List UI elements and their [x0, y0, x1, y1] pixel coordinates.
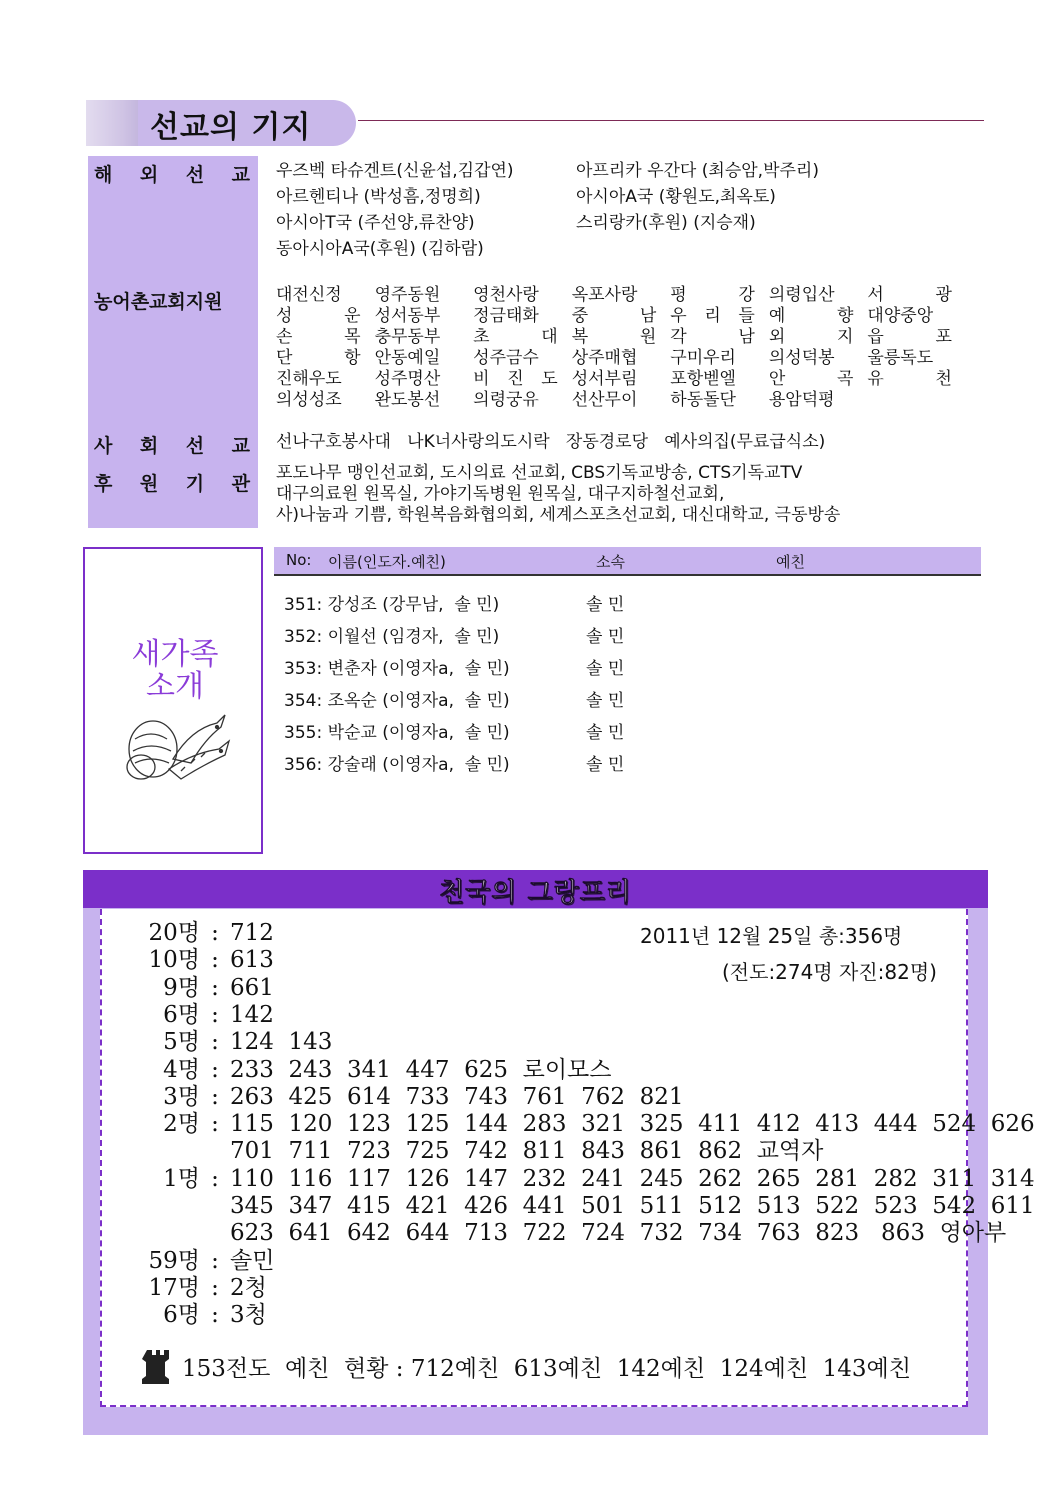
separator: :: [211, 920, 219, 946]
grand-prix-row: [112, 1138, 823, 1165]
social-mission-text: 선나구호봉사대 나K너사랑의도시락 장동경로당 예사의집(무료급식소): [276, 432, 826, 452]
new-family-affiliation: 솔 민: [586, 691, 625, 711]
overseas-entry: [576, 236, 956, 262]
rural-church: 성서부림: [571, 369, 638, 389]
header-no: No:: [286, 551, 312, 569]
count-label: 1명: [163, 1165, 200, 1192]
member-numbers: 142: [230, 1001, 274, 1028]
sponsor-line: 대구의료원 원목실, 가야기독병원 원목실, 대구지하철선교회,: [276, 484, 725, 504]
count-label: 2명: [163, 1111, 200, 1138]
member-numbers: 솔민: [230, 1247, 275, 1274]
sponsor-label: 후 원 기 관: [94, 473, 250, 495]
section-header: [86, 96, 986, 152]
overseas-entry: 아시아T국 (주선양,류찬양): [276, 213, 475, 233]
separator: :: [211, 1083, 219, 1110]
overseas-entry: 동아시아A국(후원) (김하람): [276, 239, 484, 259]
overseas-list: [276, 158, 956, 262]
count-label: 6명: [163, 1302, 200, 1329]
grand-prix-row: [112, 920, 274, 947]
count-label: 59명: [148, 1247, 200, 1274]
member-numbers: 345 347 415 421 426 441 501 511 512 513 522 523 542 611: [230, 1193, 1035, 1219]
separator: :: [211, 1056, 219, 1083]
rook-icon: [142, 1348, 174, 1386]
member-numbers: 2청: [230, 1274, 267, 1301]
sponsor-line: 사)나눔과 기쁨, 학원복음화협의회, 세계스포츠선교회, 대신대학교, 극동방송: [276, 505, 841, 525]
grand-prix-row: [112, 1302, 267, 1329]
grand-prix-title: 천국의 그랑프리: [439, 878, 632, 908]
grand-prix-row: [112, 1248, 274, 1275]
member-numbers: 263 425 614 733 743 761 762 821: [230, 1083, 684, 1110]
rural-church: 포항벧엘: [670, 369, 736, 389]
new-family-entry: 354: 조옥순 (이영자a, 솔 민): [284, 691, 510, 711]
grand-prix-row: [112, 1029, 332, 1056]
footer-text: 153전도 예친 현황 : 712예친 613예친 142예친 124예친 143예친: [182, 1356, 911, 1382]
rural-church: 영주동원: [374, 285, 441, 305]
separator: :: [211, 1111, 219, 1138]
rural-church: 선산무이: [571, 390, 638, 410]
count-label: 3명: [163, 1083, 200, 1110]
grand-prix-row: [112, 1166, 1035, 1193]
rural-church: 구미우리: [670, 348, 736, 368]
rural-church: 서 광: [867, 285, 952, 305]
separator: :: [211, 1001, 219, 1028]
rural-church: 성주금수: [473, 348, 539, 368]
rural-support-label: 농어촌교회지원: [94, 291, 223, 313]
member-numbers: 623 641 642 644 713 722 724 732 734 763 823 863 영아부: [230, 1220, 1007, 1247]
member-numbers: 661: [230, 974, 274, 1001]
separator: :: [211, 974, 219, 1001]
rural-church: 완도봉선: [374, 390, 441, 410]
new-family-affiliation: 솔 민: [586, 627, 625, 647]
member-numbers: 701 711 723 725 742 811 843 861 862 교역자: [230, 1138, 824, 1165]
bread-fish-illustration: [121, 709, 233, 789]
header-affiliation: 소속: [596, 553, 625, 571]
count-label: 20명: [148, 920, 200, 946]
separator: :: [211, 1165, 219, 1192]
member-numbers: 115 120 123 125 144 283 321 325 411 412 413 444 524 626: [230, 1111, 1035, 1138]
sponsor-line: 포도나무 맹인선교회, 도시의료 선교회, CBS기독교방송, CTS기독교TV: [276, 463, 803, 483]
overseas-entry: 아프리카 우간다 (최승암,박주리): [576, 161, 819, 181]
rural-church: 읍 포: [867, 327, 952, 347]
separator: :: [211, 1302, 219, 1329]
count-label: 9명: [163, 974, 200, 1001]
section-title: 선교의 기지: [150, 110, 312, 145]
separator: :: [211, 1029, 219, 1056]
grand-prix-row: [112, 1111, 1035, 1138]
count-label: 17명: [148, 1274, 200, 1301]
rural-church: [867, 390, 966, 411]
grand-prix-title-bar: [83, 870, 988, 908]
rural-church: 우 리 들: [670, 306, 755, 326]
rural-church: 정금태화: [473, 306, 539, 326]
overseas-entry: 아시아A국 (황원도,최옥토): [576, 187, 776, 207]
rural-church: 의성성조: [276, 390, 342, 410]
member-numbers: 124 143: [230, 1029, 333, 1056]
grand-prix-breakdown: (전도:274명 자진:82명): [722, 960, 937, 984]
rural-church: 상주매협: [571, 348, 638, 368]
new-family-title: 새가족 소개: [131, 637, 219, 704]
new-family-affiliation: 솔 민: [586, 659, 625, 679]
rural-church: 성 운: [276, 306, 361, 326]
new-family-affiliation: 솔 민: [586, 755, 625, 775]
grand-prix-row: [112, 1057, 611, 1084]
rural-church: 영천사랑: [473, 285, 539, 305]
rural-church: 외 지: [768, 327, 854, 347]
header-group: 예친: [776, 553, 805, 571]
rural-church: 각 남: [670, 327, 755, 347]
overseas-entry: 아르헨티나 (박성흠,정명희): [276, 187, 481, 207]
rural-church: 복 원: [571, 327, 657, 347]
new-family-affiliation: 솔 민: [586, 723, 625, 743]
sponsor-list: [276, 463, 840, 526]
new-family-box: [83, 547, 263, 854]
rural-church: 단 항: [276, 348, 361, 368]
rural-church: 용암덕평: [768, 390, 835, 410]
new-family-entry: 356: 강술래 (이영자a, 솔 민): [284, 755, 510, 775]
header-rule: [358, 120, 984, 121]
member-numbers: 110 116 117 126 147 232 241 245 262 265 281 282 311 314: [230, 1165, 1035, 1192]
overseas-label: 해 외 선 교: [94, 164, 250, 186]
count-label: 5명: [163, 1029, 200, 1056]
rural-church: 초 대: [473, 327, 558, 347]
count-label: 4명: [163, 1056, 200, 1083]
header-name: 이름(인도자.예친): [328, 553, 446, 571]
new-family-entry: 353: 변춘자 (이영자a, 솔 민): [284, 659, 510, 679]
rural-church: 대전신정: [276, 285, 342, 305]
rural-church: 예 향: [768, 306, 854, 326]
separator: :: [211, 1274, 219, 1301]
rural-church: 성서동부: [374, 306, 441, 326]
rural-church: 옥포사랑: [571, 285, 638, 305]
rural-church: 성주명산: [374, 369, 441, 389]
new-family-table-header: [274, 547, 981, 576]
overseas-entry: 우즈벡 타슈겐트(신윤섭,김갑연): [276, 161, 514, 181]
grand-prix-row: [112, 947, 274, 974]
grand-prix-row: [112, 1193, 1035, 1220]
grand-prix-row: [112, 1002, 274, 1029]
grand-prix-row: [112, 1220, 1006, 1247]
rural-church: 충무동부: [374, 327, 441, 347]
rural-church: 울릉독도: [867, 348, 934, 368]
rural-church: 비 진 도: [473, 369, 558, 389]
grand-prix-row: [112, 975, 274, 1002]
new-family-entry: 352: 이월선 (임경자, 솔 민): [284, 627, 500, 647]
rural-church: 의령입산: [768, 285, 835, 305]
rural-church: 하동돌단: [670, 390, 736, 410]
member-numbers: 3청: [230, 1302, 267, 1329]
rural-church: 안동예일: [374, 348, 441, 368]
rural-church: 진해우도: [276, 369, 342, 389]
member-numbers: 712: [230, 920, 274, 946]
member-numbers: 233 243 341 447 625 로이모스: [230, 1056, 612, 1083]
new-family-affiliation: 솔 민: [586, 595, 625, 615]
rural-church: 손 목: [276, 327, 361, 347]
rural-church-grid: [276, 285, 966, 411]
rural-church: 대양중앙: [867, 306, 934, 326]
rural-church: 의령궁유: [473, 390, 539, 410]
count-label: 10명: [148, 947, 200, 974]
separator: :: [211, 1247, 219, 1274]
separator: :: [211, 947, 219, 974]
rural-church: 의성덕봉: [768, 348, 835, 368]
grand-prix-row: [112, 1084, 684, 1111]
count-label: 6명: [163, 1001, 200, 1028]
grand-prix-date-total: 2011년 12월 25일 총:356명: [640, 924, 903, 948]
rural-church: 안 곡: [768, 369, 854, 389]
new-family-entry: 355: 박순교 (이영자a, 솔 민): [284, 723, 510, 743]
new-family-entry: 351: 강성조 (강무남, 솔 민): [284, 595, 500, 615]
member-numbers: 613: [230, 947, 274, 974]
rural-church: 중 남: [571, 306, 657, 326]
overseas-entry: 스리랑카(후원) (지승재): [576, 213, 756, 233]
grand-prix-row: [112, 1275, 267, 1302]
rural-church: 평 강: [670, 285, 755, 305]
social-mission-label: 사 회 선 교: [94, 435, 250, 457]
rural-church: 유 천: [867, 369, 952, 389]
